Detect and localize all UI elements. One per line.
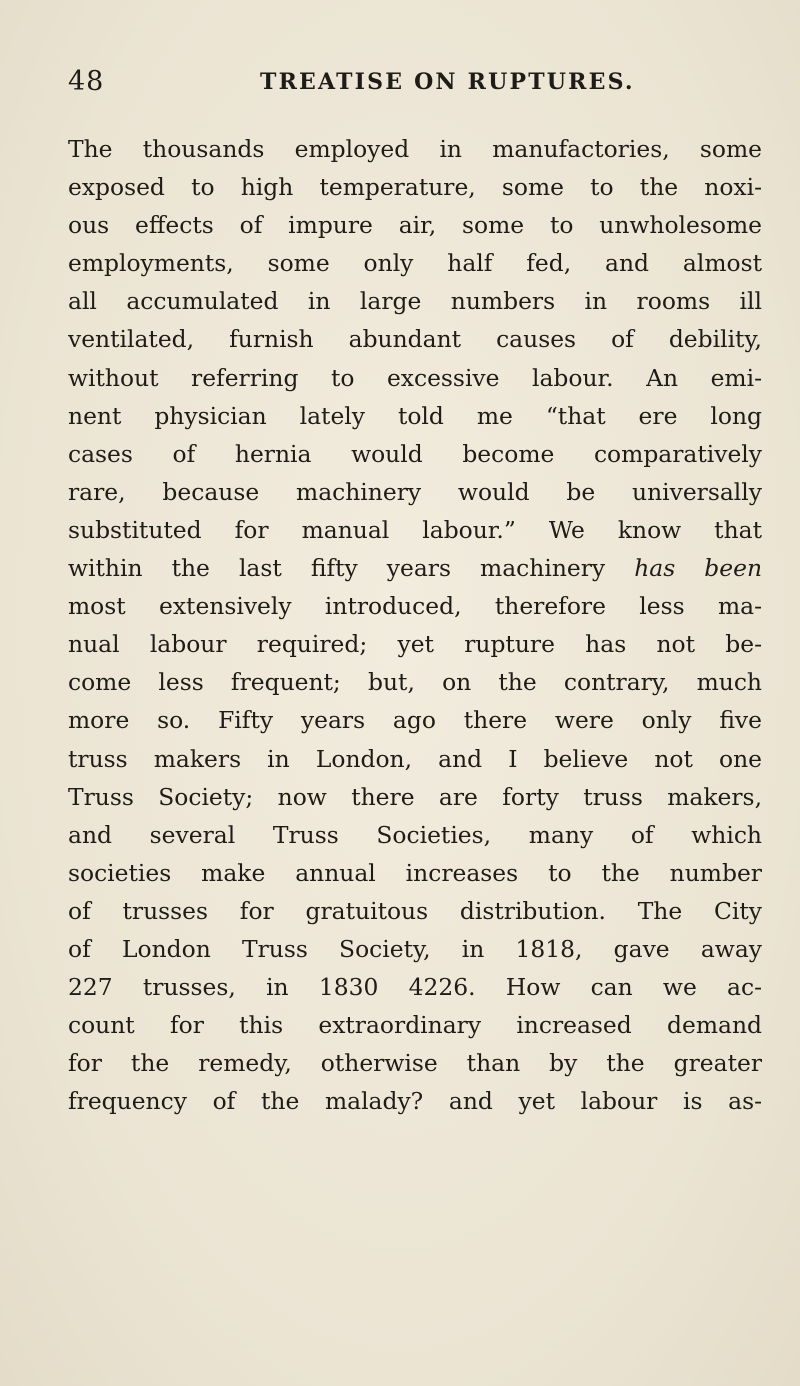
- text-line: come less frequent; but, on the contrary, much: [68, 668, 762, 697]
- text-line: 227 trusses, in 1830 4226. How can we ac-: [68, 973, 762, 1002]
- text-line: societies make annual increases to the number: [68, 858, 762, 887]
- text-line: of London Truss Society, in 1818, gave away: [68, 934, 762, 963]
- text-line: ventilated, furnish abundant causes of debility,: [68, 325, 762, 354]
- text-line-with-italic: [68, 549, 762, 587]
- running-title: TREATISE ON RUPTURES.: [260, 69, 635, 95]
- text-line: ous effects of impure air, some to unwholesome: [68, 211, 762, 240]
- text-line: and several Truss Societies, many of which: [68, 820, 762, 849]
- italic-emphasis: has been: [634, 554, 762, 583]
- text-line: most extensively introduced, therefore less ma-: [68, 592, 762, 621]
- body-text: [68, 130, 762, 1120]
- text-line: nent physician lately told me “that ere long: [68, 401, 762, 430]
- text-line: cases of hernia would become comparatively: [68, 439, 762, 468]
- text-line: for the remedy, otherwise than by the greater: [68, 1049, 762, 1078]
- running-head: [68, 66, 748, 106]
- text-line: of trusses for gratuitous distribution. The City: [68, 896, 762, 925]
- text-segment: within the last fifty years machinery: [68, 554, 606, 583]
- text-line: count for this extraordinary increased demand: [68, 1011, 762, 1040]
- text-line: truss makers in London, and I believe not one: [68, 744, 762, 773]
- text-line: more so. Fifty years ago there were only five: [68, 706, 762, 735]
- text-line: exposed to high temperature, some to the noxi-: [68, 173, 762, 202]
- text-line: The thousands employed in manufactories, some: [68, 135, 762, 163]
- text-line: without referring to excessive labour. An emi-: [68, 363, 762, 392]
- text-line: Truss Society; now there are forty truss makers,: [68, 782, 762, 811]
- text-line: rare, because machinery would be universally: [68, 477, 762, 506]
- text-line: frequency of the malady? and yet labour is as-: [68, 1087, 762, 1116]
- text-line: nual labour required; yet rupture has not be-: [68, 630, 762, 659]
- text-line: substituted for manual labour.” We know that: [68, 515, 762, 544]
- page-number: 48: [68, 66, 105, 97]
- text-line: employments, some only half fed, and almost: [68, 249, 762, 278]
- text-line: all accumulated in large numbers in rooms ill: [68, 287, 762, 316]
